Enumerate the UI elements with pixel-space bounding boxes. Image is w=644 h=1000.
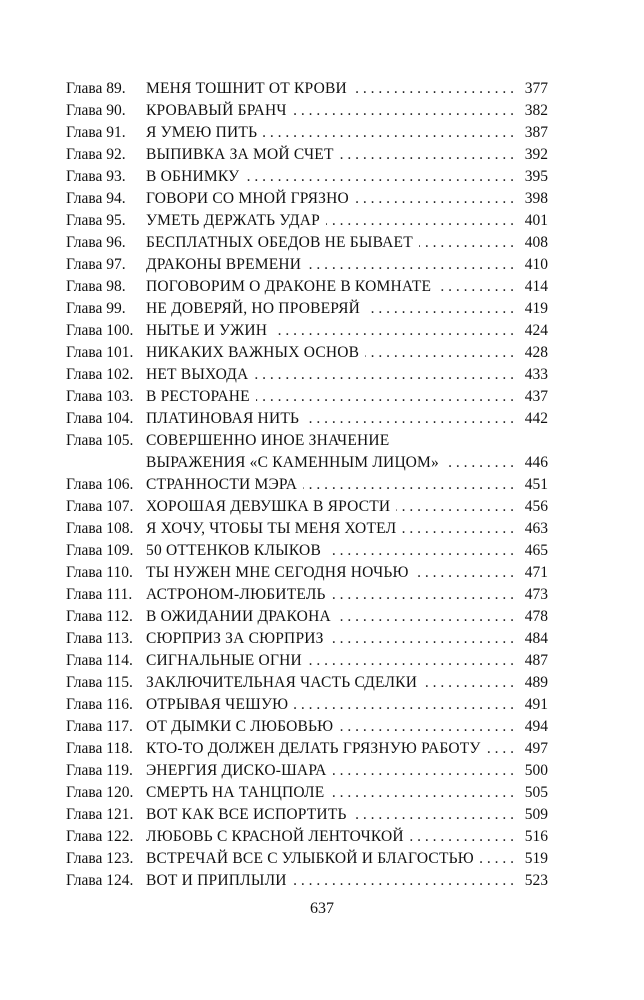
chapter-title: АСТРОНОМ-ЛЮБИТЕЛЬ [146,586,326,603]
chapter-number: Глава 92. [66,146,126,163]
toc-entry [66,540,548,562]
page-number: 491 [524,696,548,713]
page-number: 442 [524,410,548,427]
chapter-number: Глава 118. [66,740,133,757]
dot-leader [256,386,514,408]
toc-entry [66,804,548,826]
table-of-contents [66,78,548,892]
page-number: 463 [524,520,548,537]
page-number: 382 [524,102,548,119]
toc-entry [66,298,548,320]
chapter-number: Глава 111. [66,586,133,603]
dot-leader [366,298,514,320]
dot-leader [303,474,514,496]
dot-leader [308,650,514,672]
dot-leader [307,254,514,276]
dot-leader [263,122,514,144]
page-number: 471 [524,564,548,581]
dot-leader [353,78,514,100]
chapter-title: 50 ОТТЕНКОВ КЛЫКОВ [146,542,321,559]
toc-entry [66,496,548,518]
chapter-number: Глава 121. [66,806,134,823]
chapter-title: ОТ ДЫМКИ С ЛЮБОВЬЮ [146,718,334,735]
chapter-title: ВОТ И ПРИПЛЫЛИ [146,872,287,889]
chapter-title: СОВЕРШЕННО ИНОЕ ЗНАЧЕНИЕ [146,432,390,449]
chapter-number: Глава 123. [66,850,134,867]
chapter-number: Глава 107. [66,498,134,515]
page-number: 497 [524,740,548,757]
page-number: 519 [524,850,548,867]
page-number: 489 [524,674,548,691]
dot-leader [480,848,514,870]
toc-entry [66,782,548,804]
chapter-number: Глава 101. [66,344,134,361]
toc-entry [66,188,548,210]
page-number: 451 [524,476,548,493]
page-number: 465 [524,542,548,559]
page-number: 478 [524,608,548,625]
page-number: 414 [524,278,548,295]
toc-entry [66,320,548,342]
chapter-title: ВСТРЕЧАЙ ВСЕ С УЛЫБКОЙ И БЛАГОСТЬЮ [146,850,474,867]
chapter-number: Глава 96. [66,234,126,251]
page-number: 505 [524,784,548,801]
page-number: 500 [524,762,548,779]
chapter-title: В РЕСТОРАНЕ [146,388,250,405]
chapter-title: В ОЖИДАНИИ ДРАКОНА [146,608,331,625]
toc-entry [66,144,548,166]
chapter-number: Глава 90. [66,102,126,119]
page-number: 408 [524,234,548,251]
toc-entry [66,364,548,386]
toc-entry [66,826,548,848]
page-number: 410 [524,256,548,273]
dot-leader [415,562,514,584]
chapter-number: Глава 116. [66,696,133,713]
toc-entry [66,122,548,144]
chapter-number: Глава 105. [66,432,134,449]
dot-leader [254,364,514,386]
dot-leader [273,320,514,342]
chapter-number: Глава 95. [66,212,126,229]
chapter-title: НИКАКИХ ВАЖНЫХ ОСНОВ [146,344,360,361]
chapter-number: Глава 102. [66,366,134,383]
dot-leader [355,188,514,210]
chapter-title: ПЛАТИНОВАЯ НИТЬ [146,410,300,427]
dot-leader [402,518,514,540]
chapter-title-continued: ВЫРАЖЕНИЯ «С КАМЕННЫМ ЛИЦОМ» [146,454,439,471]
toc-entry [66,738,548,760]
chapter-title: В ОБНИМКУ [146,168,240,185]
chapter-number: Глава 110. [66,564,133,581]
toc-entry [66,584,548,606]
dot-leader [333,760,514,782]
chapter-number: Глава 99. [66,300,126,317]
toc-entry [66,672,548,694]
toc-entry [66,870,548,892]
toc-entry [66,716,548,738]
dot-leader [337,606,514,628]
toc-entry [66,386,548,408]
chapter-number: Глава 113. [66,630,133,647]
chapter-title: БЕСПЛАТНЫХ ОБЕДОВ НЕ БЫВАЕТ [146,234,413,251]
page-number: 392 [524,146,548,163]
toc-entry [66,760,548,782]
page-number: 395 [524,168,548,185]
dot-leader [396,496,514,518]
chapter-number: Глава 120. [66,784,134,801]
chapter-title: ДРАКОНЫ ВРЕМЕНИ [146,256,302,273]
page-number: 419 [524,300,548,317]
page-folio: 637 [310,900,334,917]
chapter-number: Глава 94. [66,190,126,207]
page-number: 523 [524,872,548,889]
toc-entry [66,100,548,122]
toc-entry [66,518,548,540]
chapter-number: Глава 117. [66,718,133,735]
toc-entry [66,430,548,474]
page-number: 433 [524,366,548,383]
dot-leader [339,716,514,738]
chapter-title: КРОВАВЫЙ БРАНЧ [146,102,287,119]
dot-leader [445,452,514,474]
chapter-title: СТРАННОСТИ МЭРА [146,476,298,493]
dot-leader [294,694,514,716]
page-number: 516 [524,828,548,845]
chapter-title: ВОТ КАК ВСЕ ИСПОРТИТЬ [146,806,347,823]
chapter-title: Я ХОЧУ, ЧТОБЫ ТЫ МЕНЯ ХОТЕЛ [146,520,397,537]
chapter-title: ПОГОВОРИМ О ДРАКОНЕ В КОМНАТЕ [146,278,432,295]
dot-leader [437,276,514,298]
toc-entry [66,848,548,870]
chapter-title: СИГНАЛЬНЫЕ ОГНИ [146,652,302,669]
toc-entry [66,254,548,276]
chapter-title: ВЫПИВКА ЗА МОЙ СЧЕТ [146,146,334,163]
chapter-number: Глава 97. [66,256,126,273]
toc-entry [66,628,548,650]
dot-leader [340,144,514,166]
dot-leader [330,628,514,650]
chapter-title: КТО-ТО ДОЛЖЕН ДЕЛАТЬ ГРЯЗНУЮ РАБОТУ [146,740,481,757]
toc-entry [66,232,548,254]
toc-entry [66,408,548,430]
chapter-number: Глава 119. [66,762,133,779]
chapter-title: ЗАКЛЮЧИТЕЛЬНАЯ ЧАСТЬ СДЕЛКИ [146,674,418,691]
toc-entry [66,210,548,232]
page-number: 456 [524,498,548,515]
chapter-title: ХОРОШАЯ ДЕВУШКА В ЯРОСТИ [146,498,391,515]
page-number: 446 [524,454,548,471]
chapter-title: МЕНЯ ТОШНИТ ОТ КРОВИ [146,80,347,97]
page-number: 494 [524,718,548,735]
chapter-number: Глава 112. [66,608,133,625]
page-number: 509 [524,806,548,823]
chapter-number: Глава 109. [66,542,134,559]
chapter-number: Глава 98. [66,278,126,295]
chapter-title: НЕ ДОВЕРЯЙ, НО ПРОВЕРЯЙ [146,300,361,317]
dot-leader [305,408,514,430]
dot-leader [330,782,514,804]
chapter-number: Глава 106. [66,476,134,493]
chapter-number: Глава 100. [66,322,134,339]
toc-entry [66,78,548,100]
chapter-title: ТЫ НУЖЕН МНЕ СЕГОДНЯ НОЧЬЮ [146,564,409,581]
chapter-title: НЕТ ВЫХОДА [146,366,249,383]
page-number: 387 [524,124,548,141]
chapter-number: Глава 103. [66,388,134,405]
dot-leader [365,342,514,364]
toc-entry [66,474,548,496]
page-number: 401 [524,212,548,229]
chapter-number: Глава 124. [66,872,134,889]
dot-leader [332,584,514,606]
toc-entry [66,276,548,298]
dot-leader [326,210,514,232]
chapter-title: ЭНЕРГИЯ ДИСКО-ШАРА [146,762,327,779]
page-number: 377 [524,80,548,97]
dot-leader [293,870,514,892]
page-number: 428 [524,344,548,361]
chapter-number: Глава 122. [66,828,134,845]
chapter-number: Глава 91. [66,124,126,141]
dot-leader [353,804,514,826]
page-number: 473 [524,586,548,603]
chapter-title: Я УМЕЮ ПИТЬ [146,124,258,141]
chapter-title: СМЕРТЬ НА ТАНЦПОЛЕ [146,784,325,801]
dot-leader [293,100,514,122]
page-number: 424 [524,322,548,339]
page-number: 437 [524,388,548,405]
page-number: 484 [524,630,548,647]
page-number: 398 [524,190,548,207]
chapter-number: Глава 93. [66,168,126,185]
dot-leader [245,166,514,188]
chapter-title: ГОВОРИ СО МНОЙ ГРЯЗНО [146,190,349,207]
toc-entry [66,650,548,672]
dot-leader [410,826,514,848]
dot-leader [487,738,514,760]
chapter-title: СЮРПРИЗ ЗА СЮРПРИЗ [146,630,324,647]
page-number: 487 [524,652,548,669]
chapter-title: ЛЮБОВЬ С КРАСНОЙ ЛЕНТОЧКОЙ [146,828,404,845]
chapter-number: Глава 104. [66,410,134,427]
dot-leader [327,540,514,562]
chapter-title: УМЕТЬ ДЕРЖАТЬ УДАР [146,212,320,229]
chapter-number: Глава 114. [66,652,133,669]
toc-entry [66,606,548,628]
toc-entry [66,562,548,584]
toc-entry [66,166,548,188]
chapter-number: Глава 89. [66,80,126,97]
toc-entry [66,694,548,716]
toc-entry [66,342,548,364]
chapter-number: Глава 108. [66,520,134,537]
chapter-title: ОТРЫВАЯ ЧЕШУЮ [146,696,289,713]
chapter-number: Глава 115. [66,674,133,691]
dot-leader [419,232,514,254]
chapter-title: НЫТЬЕ И УЖИН [146,322,268,339]
dot-leader [423,672,514,694]
